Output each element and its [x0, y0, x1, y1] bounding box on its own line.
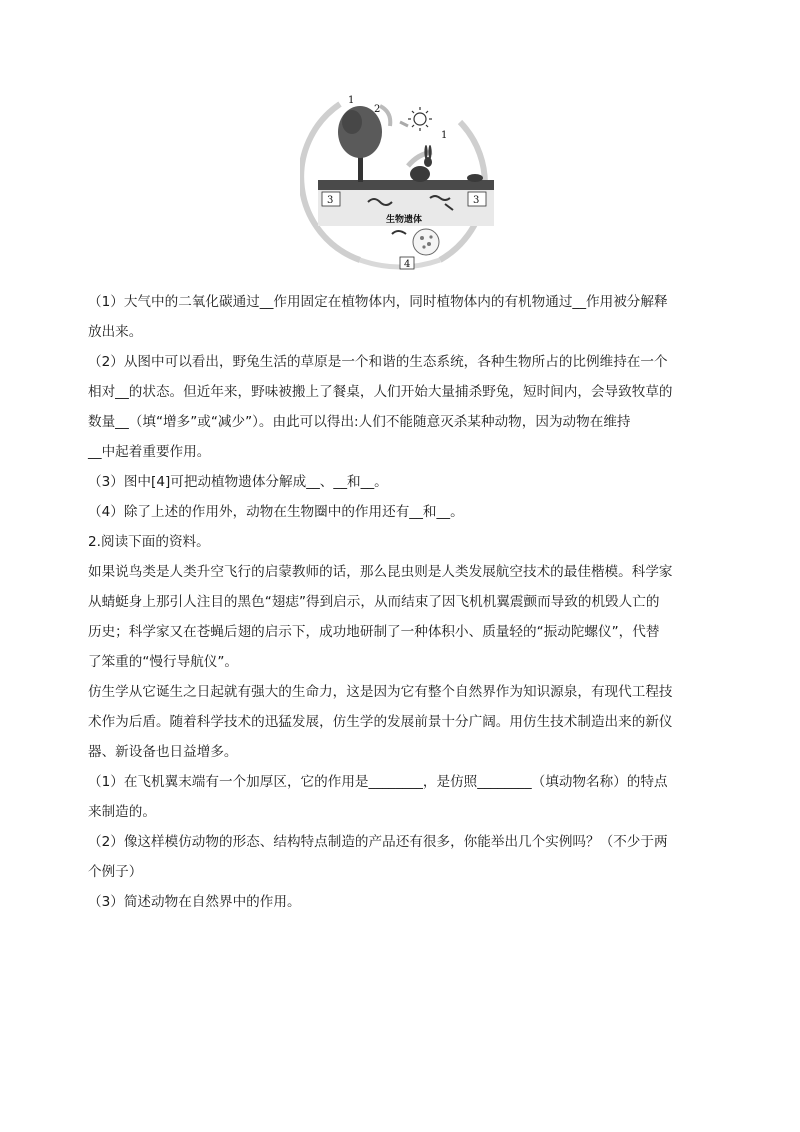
q2-line-3: 数量__（填“增多”或“减少”）。由此可以得出:人们不能随意灭杀某种动物，因为动物在维持: [88, 414, 631, 430]
s2-q2-line-2: 个例子）: [88, 864, 143, 880]
q2-line-1: （2）从图中可以看出，野兔生活的草原是一个和谐的生态系统，各种生物所占的比例维持在一个: [88, 354, 668, 370]
passage-line-1: 如果说鸟类是人类升空飞行的启蒙教师的话，那么昆虫则是人类发展航空技术的最佳楷模。科学家: [88, 564, 673, 580]
label-3-left: 3: [327, 195, 334, 206]
q1-line-1: （1）大气中的二氧化碳通过__作用固定在植物体内，同时植物体内的有机物通过__作用被分解释: [88, 294, 668, 310]
decomposer-animal-icon: [392, 231, 406, 234]
sun-icon: [408, 107, 432, 131]
ecosystem-diagram: [300, 92, 500, 270]
passage-line-3: 历史；科学家又在苍蝇后翅的启示下，成功地研制了一种体积小、质量轻的“振动陀螺仪”，代替: [88, 624, 660, 640]
arrow-small: [400, 122, 408, 126]
s2-q1-line-2: 来制造的。: [88, 804, 156, 820]
passage-line-4: 了笨重的“慢行导航仪”。: [88, 654, 239, 670]
label-1-top: 1: [348, 95, 355, 106]
label-2: 2: [374, 104, 381, 115]
section-2-title: 2.阅读下面的资料。: [88, 534, 210, 550]
passage-line-2: 从蜻蜓身上那引人注目的黑色“翅痣”得到启示，从而结束了因飞机机翼震颤而导致的机毁人亡的: [88, 594, 660, 610]
q4-line: （4）除了上述的作用外，动物在生物圈中的作用还有__和__。: [88, 504, 464, 520]
tree-icon: [338, 106, 382, 182]
q1-line-2: 放出来。: [88, 324, 143, 340]
passage-line-5: 仿生学从它诞生之日起就有强大的生命力，这是因为它有整个自然界作为知识源泉，有现代工程技: [88, 684, 673, 700]
q3-line: （3）图中[4]可把动植物遗体分解成__、__和__。: [88, 474, 388, 490]
label-center: 生物遗体: [386, 215, 423, 225]
microbe-icon: [413, 229, 439, 255]
ground-band: [318, 180, 494, 190]
label-3-right: 3: [473, 195, 480, 206]
arrow-2: [380, 106, 390, 126]
q2-line-4: __中起着重要作用。: [88, 444, 211, 460]
label-4: 4: [404, 259, 411, 270]
s2-q3-line: （3）简述动物在自然界中的作用。: [88, 894, 301, 910]
s2-q2-line-1: （2）像这样模仿动物的形态、结构特点制造的产品还有很多，你能举出几个实例吗？（不少于两: [88, 834, 668, 850]
q2-line-2: 相对__的状态。但近年来，野味被搬上了餐桌，人们开始大量捕杀野兔，短时间内，会导致牧草的: [88, 384, 673, 400]
small-animal-icon: [467, 174, 483, 182]
passage-line-6: 术作为后盾。随着科学技术的迅猛发展，仿生学的发展前景十分广阔。用仿生技术制造出来的新仪: [88, 714, 673, 730]
label-1-right: 1: [441, 130, 448, 141]
s2-q1-line-1: （1）在飞机翼末端有一个加厚区，它的作用是________，是仿照________（填动物名称）的特点: [88, 774, 668, 790]
passage-line-7: 器、新设备也日益增多。: [88, 744, 238, 760]
